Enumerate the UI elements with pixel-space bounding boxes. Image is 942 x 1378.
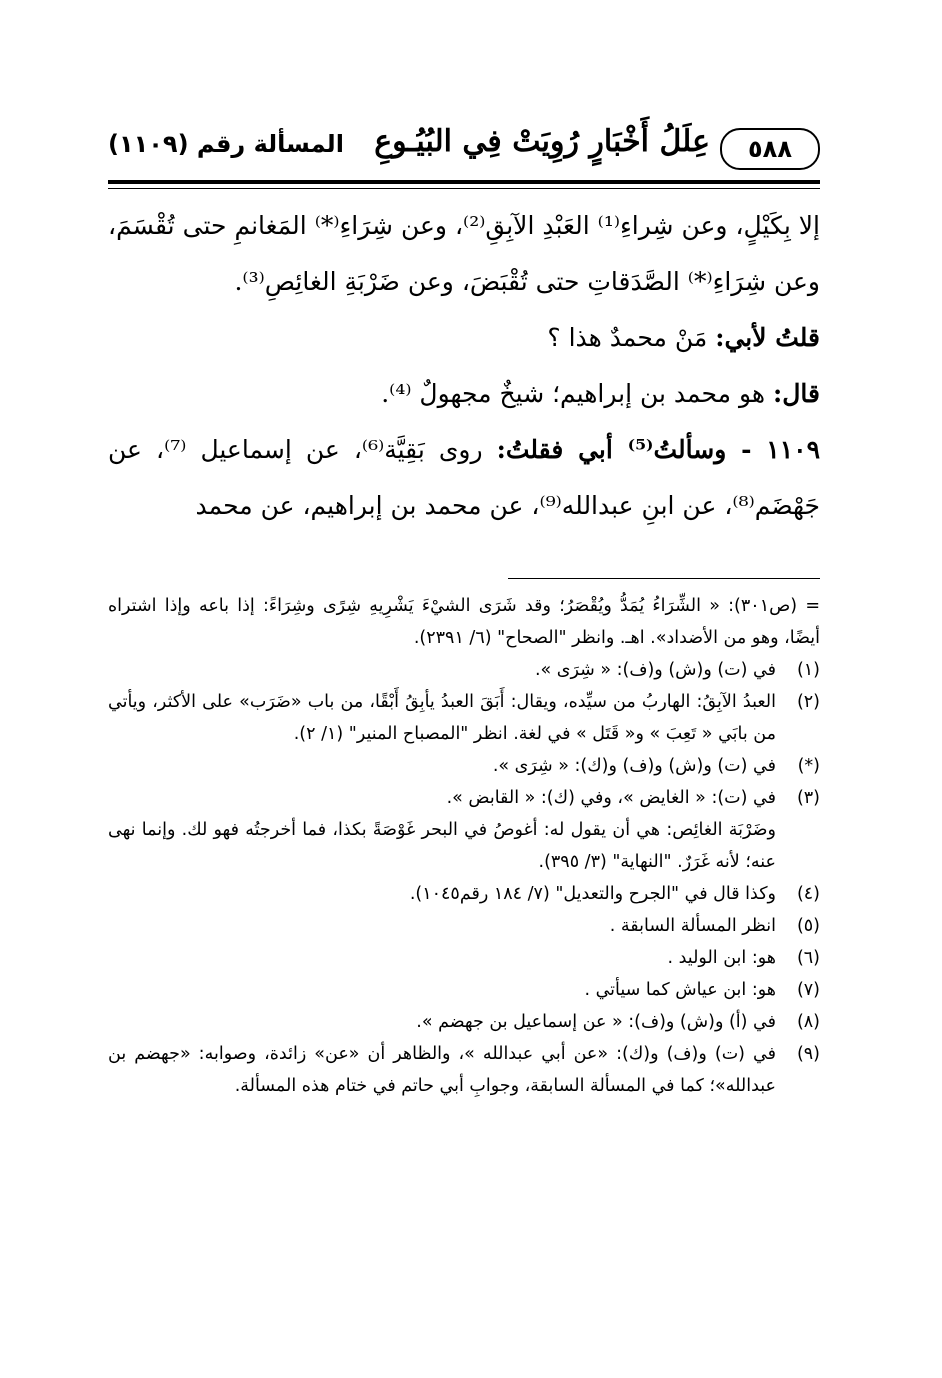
footnotes	[108, 590, 820, 1102]
footnote-number: (٣)	[796, 788, 820, 808]
footnote-text: في (ت) و(ف) و(ك): «عن أبي عبدالله »، والظاهر أن «عن» زائدة، وصوابه: «جهضم بن عبدالله»؛ كما في المسألة السابقة، وجوابِ أبي حاتم في ختام هذه المسألة.	[108, 1044, 776, 1096]
footnote-number: (٨)	[796, 1012, 820, 1032]
main-text	[108, 198, 820, 534]
footnote	[108, 1006, 820, 1038]
footnote-text: وكذا قال في "الجرح والتعديل" (٧/ ١٨٤ رقم١٠٤٥).	[409, 884, 776, 904]
book-title: عِلَلُ أَخْبَارٍ رُوِيَتْ فِي البُيُـوعِ	[374, 124, 710, 159]
footnote-number: (٩)	[796, 1044, 820, 1064]
footnote	[108, 654, 820, 686]
footnote-continuation: = (ص٣٠١): « الشِّرَاءُ يُمَدُّ ويُقْصَرُ؛ وقد شَرَى الشيْءَ يَشْرِيهِ شِرًى وشِرَاءً: إذا باعه وإذا اشتراه أيضًا، وهو من الأضداد». اهـ. وانظر "الصحاح" (٦/ ٢٣٩١).	[108, 596, 820, 648]
header-rule-thick	[108, 180, 820, 184]
speaker-label: قال:	[773, 379, 820, 408]
footnote-separator	[508, 578, 820, 579]
paragraph-1: إلا بِكَيْلٍ، وعن شِراءِ⁽¹⁾ العَبْدِ الآبِقِ⁽²⁾، وعن شِرَاءِ⁽*⁾ المَغانمِ حتى تُقْسَمَ، وعن شِرَاءِ⁽*⁾ الصَّدَقاتِ حتى تُقْبَضَ، وعن ضَرْبَةِ الغائِصِ⁽³⁾.	[108, 211, 820, 296]
footnote	[108, 1038, 820, 1102]
footnote	[108, 942, 820, 974]
footnote-number: (٢)	[796, 692, 820, 712]
paragraph-text: روى بَقِيَّة⁽⁶⁾، عن إسماعيل ⁽⁷⁾، عن جَهْضَم⁽⁸⁾، عن ابنِ عبدالله⁽⁹⁾، عن محمد بن إبراهيم، عن محمد	[108, 435, 820, 520]
footnote	[108, 686, 820, 750]
footnote-number: (*)	[797, 756, 820, 776]
footnote-text: هو: ابن الوليد .	[667, 948, 776, 968]
paragraph-2	[108, 310, 820, 366]
footnote-text: انظر المسألة السابقة .	[609, 916, 776, 936]
footnote-text: هو: ابن عياش كما سيأتي .	[584, 980, 776, 1000]
issue-heading: ١١٠٩ - وسألتُ⁽⁵⁾ أبي فقلتُ:	[496, 435, 821, 464]
footnote-text: في (ت) و(ش) و(ف): « شِرَى ».	[534, 660, 776, 680]
footnote-number: (٦)	[796, 948, 820, 968]
paragraph-3	[108, 366, 820, 422]
paragraph-text: هو محمد بن إبراهيم؛ شيخٌ مجهولٌ ⁽⁴⁾.	[381, 379, 766, 408]
footnote-number: (٧)	[796, 980, 820, 1000]
footnote	[108, 910, 820, 942]
header-rule-thin	[108, 188, 820, 189]
page-header	[108, 120, 820, 180]
footnote	[108, 974, 820, 1006]
footnote-number: (٤)	[796, 884, 820, 904]
page-number: ٥٨٨	[720, 128, 820, 170]
footnote-text: في (ت): « الغايض »، وفي (ك): « القابض ».	[446, 788, 776, 808]
footnote-text: وضَرْبَة الغائِص: هي أن يقول له: أغوصُ في البحر غَوْصَةً بكذا، فما أخرجتُه فهو لك. وإنما نهى عنه؛ لأنه غَرَرٌ. "النهاية" (٣/ ٣٩٥).	[108, 820, 776, 872]
issue-number-label: المسألة رقم (١١٠٩)	[108, 130, 344, 158]
paragraph-text: مَنْ محمدٌ هذا ؟	[547, 323, 708, 352]
footnote-text: في (ت) و(ش) و(ف) و(ك): « شِرَى ».	[492, 756, 776, 776]
footnote	[108, 750, 820, 782]
footnote-number: (١)	[796, 660, 820, 680]
footnote-text: في (أ) و(ش) و(ف): « عن إسماعيل بن جهضم ».	[416, 1012, 776, 1032]
speaker-label: قلتُ لأبي:	[715, 323, 820, 352]
footnote	[108, 878, 820, 910]
paragraph-4	[108, 422, 820, 534]
footnote	[108, 814, 820, 878]
footnote	[108, 782, 820, 814]
footnote-number	[776, 814, 820, 878]
footnote-text: العبدُ الآبِقُ: الهاربُ من سيِّده، ويقال: أَبَقَ العبدُ يأبِقُ أَبْقًا، من باب «ضَرَب» على الأكثر، ويأتي من بابَي « تَعِبَ » و« قَتَل » في لغة. انظر "المصباح المنير" (١/ ٢).	[108, 692, 776, 744]
footnote-number: (٥)	[796, 916, 820, 936]
